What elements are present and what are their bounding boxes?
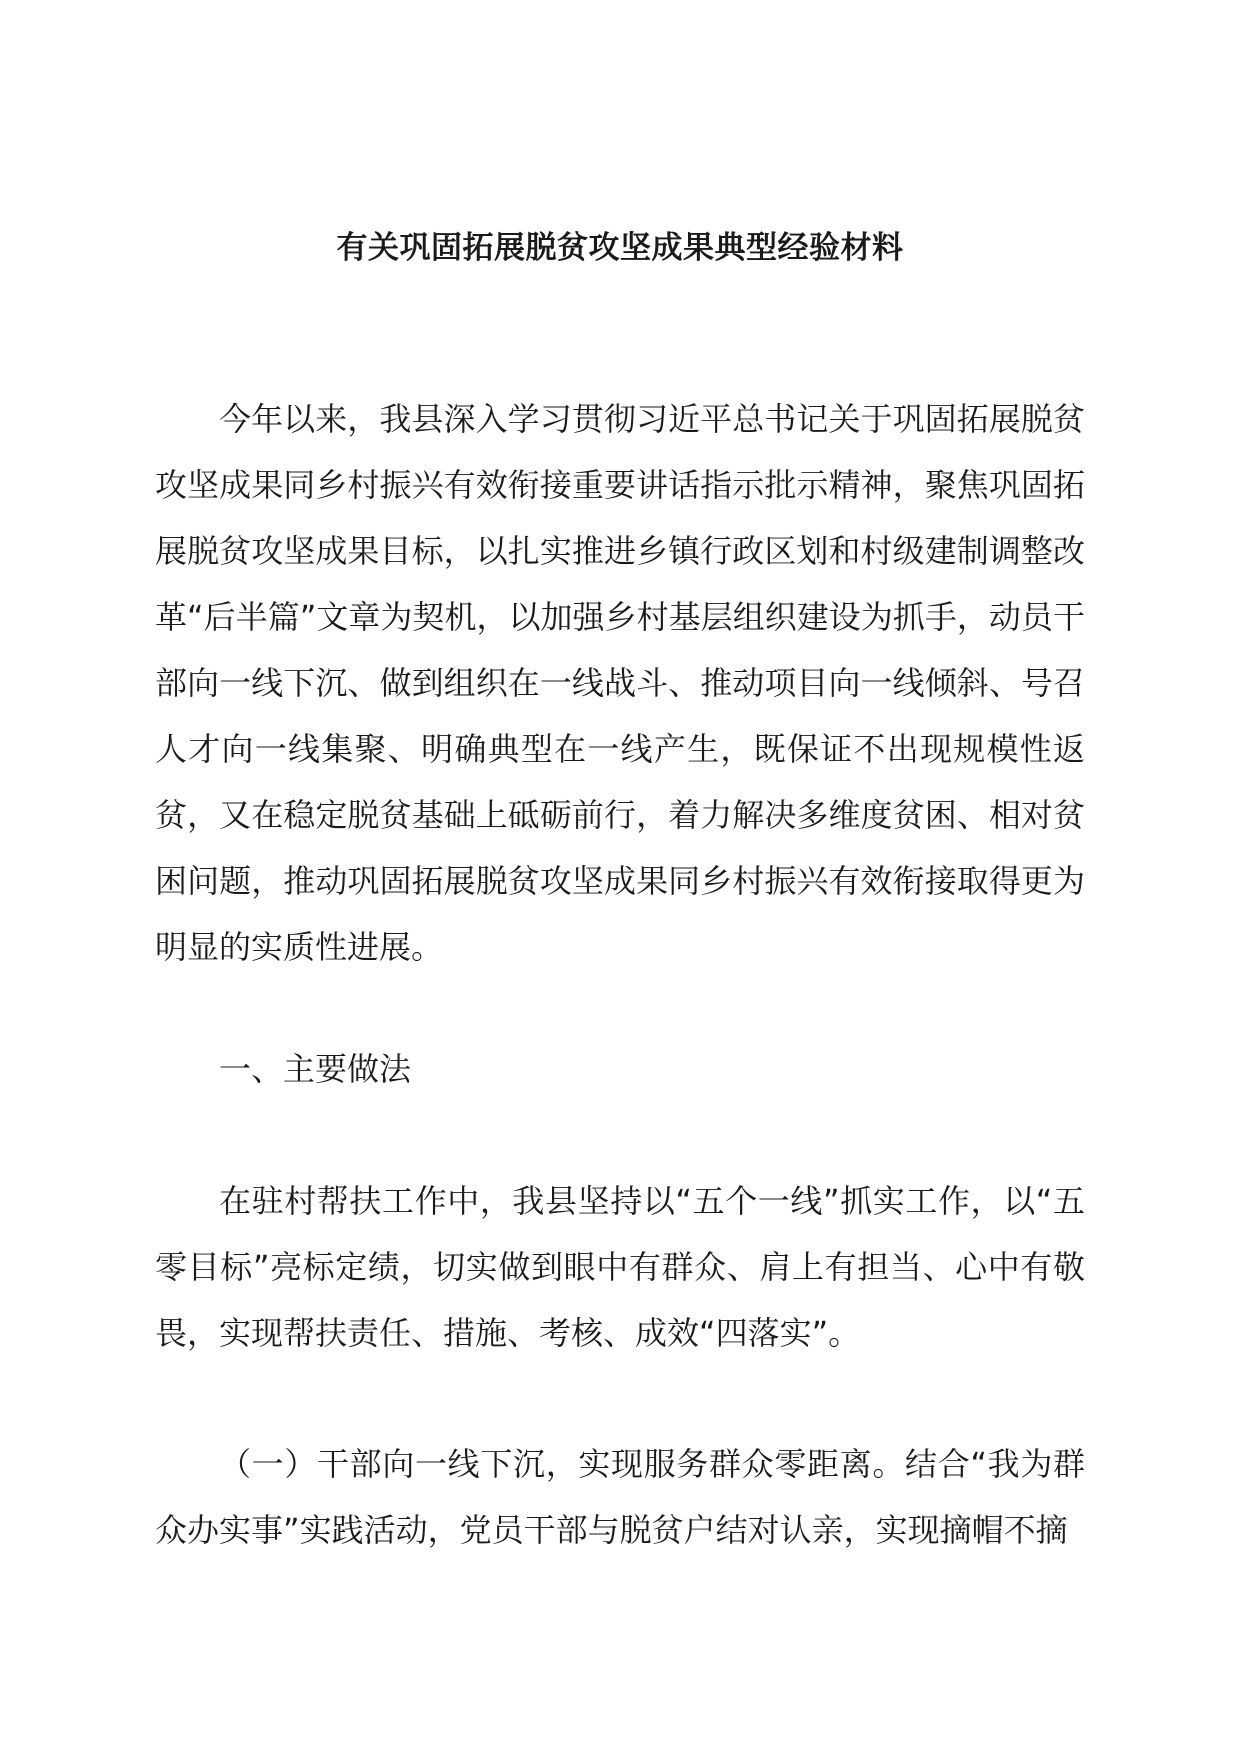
paragraph-intro: 今年以来，我县深入学习贯彻习近平总书记关于巩固拓展脱贫攻坚成果同乡村振兴有效衔接重要讲话指示批示精神，聚焦巩固拓展脱贫攻坚成果目标，以扎实推进乡镇行政区划和村级建制调整改革“后半篇”文章为契机，以加强乡村基层组织建设为抓手，动员干部向一线下沉、做到组织在一线战斗、推动项目向一线倾斜、号召人才向一线集聚、明确典型在一线产生，既保证不出现规模性返贫，又在稳定脱贫基础上砥砺前行，着力解决多维度贫困、相对贫困问题，推动巩固拓展脱贫攻坚成果同乡村振兴有效衔接取得更为明显的实质性进展。 [155, 400, 1085, 966]
paragraph-five-frontlines: 在驻村帮扶工作中，我县坚持以“五个一线”抓实工作，以“五零目标”亮标定绩，切实做到眼中有群众、肩上有担当、心中有敬畏，实现帮扶责任、措施、考核、成效“四落实”。 [155, 1182, 1085, 1352]
paragraph-cadres-to-frontline: （一）干部向一线下沉，实现服务群众零距离。结合“我为群众办实事”实践活动，党员干部与脱贫户结对认亲，实现摘帽不摘 [155, 1445, 1085, 1549]
document-title: 有关巩固拓展脱贫攻坚成果典型经验材料 [336, 230, 904, 266]
section-heading-main-practices: 一、主要做法 [219, 1050, 412, 1088]
